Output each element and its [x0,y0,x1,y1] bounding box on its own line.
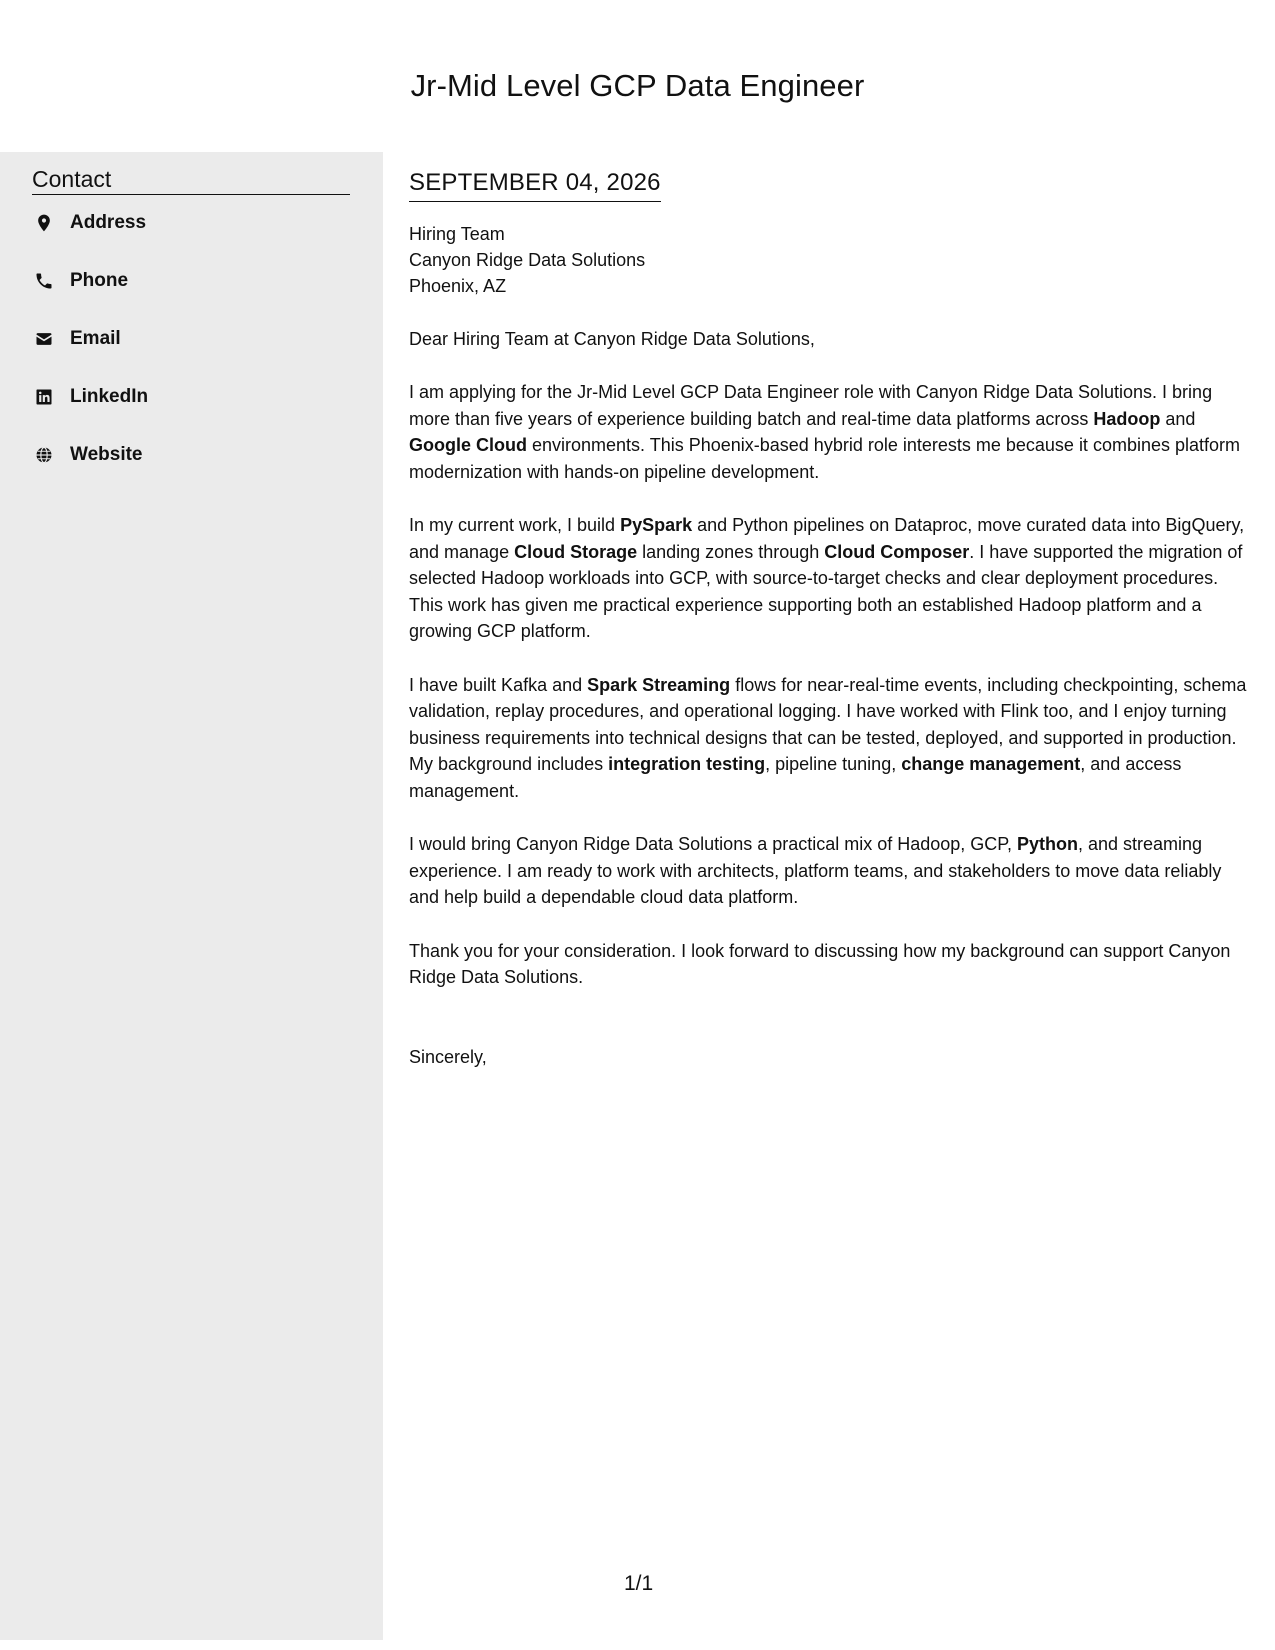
letter-paragraph-5 [409,938,1254,991]
text-run: flows for near-real-time events, including checkpointing, schema validation, replay procedures, and operational logging. I have worked with Flink too, and I enjoy turning business requirements into technical designs that can be tested, deployed, and supported in production. My background includes [409,674,1247,774]
text-run: . I have supported the migration of selected Hadoop workloads into GCP, with source-to-target checks and clear deployment procedures. This work has given me practical experience supporting both an established Hadoop platform and a growing GCP platform. [409,541,1243,641]
contact-label-phone: Phone [70,270,129,291]
recipient-company: Canyon Ridge Data Solutions [409,250,646,270]
letter-paragraph-3 [409,672,1254,805]
contact-label-address: Address [70,212,147,233]
page-number: 1/1 [624,1572,654,1595]
contact-item-linkedin[interactable] [32,384,148,410]
text-run: , pipeline tuning, [765,754,902,774]
contact-item-email[interactable] [32,326,148,352]
page-title: Jr-Mid Level GCP Data Engineer [410,68,865,103]
bold-text: Hadoop [1093,408,1161,429]
recipient-location: Phoenix, AZ [409,276,507,296]
contact-item-phone[interactable] [32,268,148,294]
text-run: landing zones through [637,541,825,562]
bold-text: Spark Streaming [587,674,731,695]
bold-text: Cloud Storage [514,541,638,562]
letter-paragraph-2 [409,512,1254,645]
text-run: and [1160,408,1196,429]
map-pin-icon [32,211,56,235]
contact-label-website: Website [70,444,143,465]
letter-paragraph-1 [409,379,1254,485]
text-run: I would bring Canyon Ridge Data Solutions a practical mix of Hadoop, GCP, [409,834,1017,854]
bold-text: integration testing [608,754,766,774]
contact-item-address[interactable] [32,210,148,236]
recipient-name: Hiring Team [409,224,505,244]
linkedin-icon [32,385,56,409]
contact-heading: Contact [32,165,350,195]
salutation: Dear Hiring Team at Canyon Ridge Data Solutions, [409,329,815,349]
recipient-address [409,221,1254,299]
envelope-icon [32,327,56,351]
letter-paragraphs [409,379,1254,991]
text-run: I am applying for the Jr-Mid Level GCP Data Engineer role with Canyon Ridge Data Solutions. I bring more than five years of experience building batch and real-time data platforms across [409,382,1213,429]
bold-text: change management [901,754,1081,774]
closing: Sincerely, [409,1046,487,1067]
phone-icon [32,269,56,293]
contact-label-linkedin: LinkedIn [70,386,149,407]
bold-text: Google Cloud [409,435,527,455]
bold-text: PySpark [620,515,693,535]
text-run: , and access management. [409,754,1182,801]
contact-list [32,210,148,500]
contact-item-website[interactable] [32,442,148,468]
text-run: , and streaming experience. I am ready to work with architects, platform teams, and stakeholders to move data reliably and help build a dependable cloud data platform. [409,834,1222,907]
letter-paragraph-4 [409,831,1254,911]
text-run: and Python pipelines on Dataproc, move curated data into BigQuery, and manage [409,515,1245,562]
contact-sidebar [0,152,383,1640]
contact-label-email: Email [70,328,121,349]
text-run: In my current work, I build [409,515,621,535]
letter-body [409,168,1254,1088]
letter-date: SEPTEMBER 04, 2026 [409,168,661,202]
text-run: environments. This Phoenix-based hybrid role interests me because it combines platform modernization with hands-on pipeline development. [409,435,1240,482]
globe-icon [32,443,56,467]
bold-text: Python [1017,834,1078,854]
text-run: I have built Kafka and [409,674,588,695]
bold-text: Cloud Composer [824,541,970,562]
text-run: Thank you for your consideration. I look forward to discussing how my background can support Canyon Ridge Data Solutions. [409,940,1231,987]
